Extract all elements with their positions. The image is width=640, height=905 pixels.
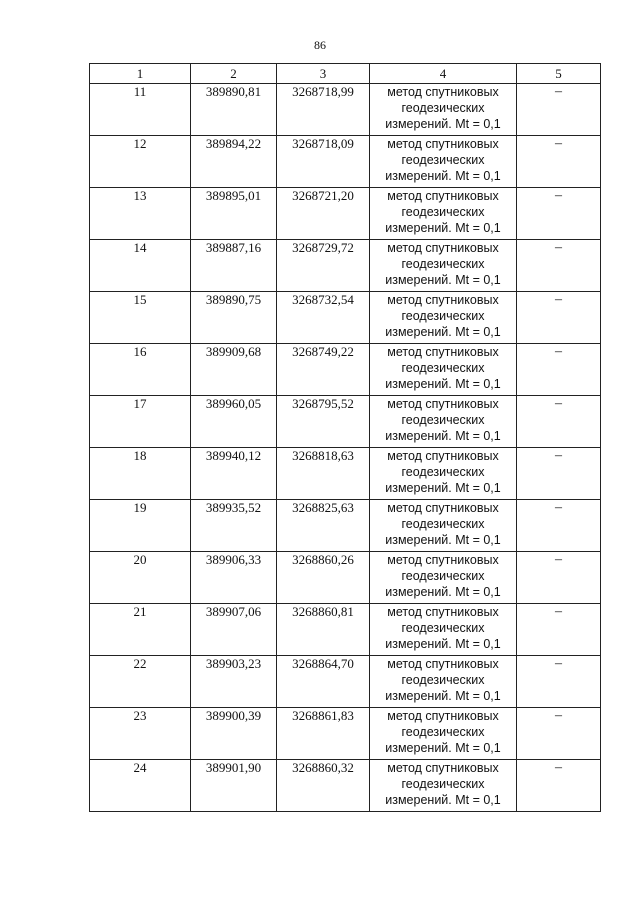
x-coordinate-cell: 389940,12 [191, 448, 277, 500]
x-coordinate-cell: 389900,39 [191, 708, 277, 760]
method-line-3: измерений. Mt = 0,1 [385, 533, 501, 547]
method-line-2: геодезических [401, 673, 485, 687]
method-cell [370, 552, 517, 604]
method-line-1: метод спутниковых [387, 605, 499, 619]
method-cell [370, 240, 517, 292]
x-coordinate-cell: 389903,23 [191, 656, 277, 708]
y-coordinate-cell: 3268729,72 [277, 240, 370, 292]
note-cell: – [517, 500, 601, 552]
method-cell [370, 344, 517, 396]
point-number-cell: 14 [90, 240, 191, 292]
x-coordinate-cell: 389890,75 [191, 292, 277, 344]
method-line-2: геодезических [401, 725, 485, 739]
method-line-2: геодезических [401, 465, 485, 479]
method-line-1: метод спутниковых [387, 85, 499, 99]
x-coordinate-cell: 389890,81 [191, 84, 277, 136]
y-coordinate-cell: 3268860,32 [277, 760, 370, 812]
table-row [90, 240, 601, 292]
note-cell: – [517, 656, 601, 708]
table-row [90, 500, 601, 552]
method-line-1: метод спутниковых [387, 137, 499, 151]
x-coordinate-cell: 389909,68 [191, 344, 277, 396]
method-cell [370, 656, 517, 708]
header-row [90, 64, 601, 84]
point-number-cell: 16 [90, 344, 191, 396]
method-line-1: метод спутниковых [387, 397, 499, 411]
method-cell [370, 708, 517, 760]
point-number-cell: 17 [90, 396, 191, 448]
method-line-2: геодезических [401, 101, 485, 115]
method-cell [370, 500, 517, 552]
method-line-3: измерений. Mt = 0,1 [385, 689, 501, 703]
method-line-2: геодезических [401, 777, 485, 791]
table-row [90, 292, 601, 344]
x-coordinate-cell: 389887,16 [191, 240, 277, 292]
method-line-1: метод спутниковых [387, 345, 499, 359]
method-cell [370, 84, 517, 136]
method-line-2: геодезических [401, 517, 485, 531]
x-coordinate-cell: 389960,05 [191, 396, 277, 448]
method-line-3: измерений. Mt = 0,1 [385, 273, 501, 287]
x-coordinate-cell: 389895,01 [191, 188, 277, 240]
method-line-1: метод спутниковых [387, 189, 499, 203]
method-line-2: геодезических [401, 205, 485, 219]
note-cell: – [517, 84, 601, 136]
point-number-cell: 20 [90, 552, 191, 604]
method-cell [370, 604, 517, 656]
y-coordinate-cell: 3268860,26 [277, 552, 370, 604]
method-cell [370, 760, 517, 812]
point-number-cell: 22 [90, 656, 191, 708]
table-row [90, 604, 601, 656]
point-number-cell: 21 [90, 604, 191, 656]
table-row [90, 708, 601, 760]
method-cell [370, 396, 517, 448]
table-row [90, 188, 601, 240]
x-coordinate-cell: 389906,33 [191, 552, 277, 604]
method-cell [370, 448, 517, 500]
header-col-4: 4 [370, 64, 517, 84]
header-col-2: 2 [191, 64, 277, 84]
point-number-cell: 18 [90, 448, 191, 500]
method-line-3: измерений. Mt = 0,1 [385, 429, 501, 443]
y-coordinate-cell: 3268749,22 [277, 344, 370, 396]
method-line-2: геодезических [401, 569, 485, 583]
note-cell: – [517, 344, 601, 396]
note-cell: – [517, 552, 601, 604]
method-line-3: измерений. Mt = 0,1 [385, 377, 501, 391]
point-number-cell: 12 [90, 136, 191, 188]
x-coordinate-cell: 389907,06 [191, 604, 277, 656]
y-coordinate-cell: 3268721,20 [277, 188, 370, 240]
method-line-3: измерений. Mt = 0,1 [385, 221, 501, 235]
y-coordinate-cell: 3268861,83 [277, 708, 370, 760]
table-row [90, 448, 601, 500]
method-line-3: измерений. Mt = 0,1 [385, 741, 501, 755]
note-cell: – [517, 188, 601, 240]
y-coordinate-cell: 3268795,52 [277, 396, 370, 448]
y-coordinate-cell: 3268825,63 [277, 500, 370, 552]
x-coordinate-cell: 389935,52 [191, 500, 277, 552]
method-line-3: измерений. Mt = 0,1 [385, 637, 501, 651]
page-number: 86 [314, 38, 326, 52]
method-line-1: метод спутниковых [387, 709, 499, 723]
method-cell [370, 292, 517, 344]
method-line-1: метод спутниковых [387, 241, 499, 255]
note-cell: – [517, 448, 601, 500]
note-cell: – [517, 240, 601, 292]
method-line-3: измерений. Mt = 0,1 [385, 169, 501, 183]
method-cell [370, 136, 517, 188]
y-coordinate-cell: 3268864,70 [277, 656, 370, 708]
method-line-3: измерений. Mt = 0,1 [385, 117, 501, 131]
point-number-cell: 15 [90, 292, 191, 344]
method-line-2: геодезических [401, 153, 485, 167]
point-number-cell: 23 [90, 708, 191, 760]
method-line-2: геодезических [401, 413, 485, 427]
method-line-2: геодезических [401, 309, 485, 323]
note-cell: – [517, 396, 601, 448]
table-header [90, 64, 601, 84]
method-line-1: метод спутниковых [387, 293, 499, 307]
method-line-1: метод спутниковых [387, 501, 499, 515]
table-row [90, 396, 601, 448]
method-line-1: метод спутниковых [387, 657, 499, 671]
point-number-cell: 11 [90, 84, 191, 136]
table-row [90, 136, 601, 188]
method-cell [370, 188, 517, 240]
method-line-1: метод спутниковых [387, 761, 499, 775]
note-cell: – [517, 760, 601, 812]
table-row [90, 344, 601, 396]
table-body [90, 84, 601, 812]
header-col-3: 3 [277, 64, 370, 84]
point-number-cell: 24 [90, 760, 191, 812]
method-line-3: измерений. Mt = 0,1 [385, 481, 501, 495]
y-coordinate-cell: 3268718,09 [277, 136, 370, 188]
point-number-cell: 19 [90, 500, 191, 552]
method-line-1: метод спутниковых [387, 553, 499, 567]
y-coordinate-cell: 3268732,54 [277, 292, 370, 344]
method-line-3: измерений. Mt = 0,1 [385, 585, 501, 599]
y-coordinate-cell: 3268818,63 [277, 448, 370, 500]
table-row [90, 552, 601, 604]
table-row [90, 656, 601, 708]
method-line-3: измерений. Mt = 0,1 [385, 325, 501, 339]
x-coordinate-cell: 389901,90 [191, 760, 277, 812]
header-col-1: 1 [90, 64, 191, 84]
method-line-3: измерений. Mt = 0,1 [385, 793, 501, 807]
method-line-2: геодезических [401, 257, 485, 271]
note-cell: – [517, 136, 601, 188]
method-line-2: геодезических [401, 621, 485, 635]
x-coordinate-cell: 389894,22 [191, 136, 277, 188]
y-coordinate-cell: 3268718,99 [277, 84, 370, 136]
note-cell: – [517, 604, 601, 656]
method-line-2: геодезических [401, 361, 485, 375]
method-line-1: метод спутниковых [387, 449, 499, 463]
table-row [90, 760, 601, 812]
coordinates-table [89, 63, 601, 812]
header-col-5: 5 [517, 64, 601, 84]
note-cell: – [517, 708, 601, 760]
table-row [90, 84, 601, 136]
point-number-cell: 13 [90, 188, 191, 240]
note-cell: – [517, 292, 601, 344]
y-coordinate-cell: 3268860,81 [277, 604, 370, 656]
